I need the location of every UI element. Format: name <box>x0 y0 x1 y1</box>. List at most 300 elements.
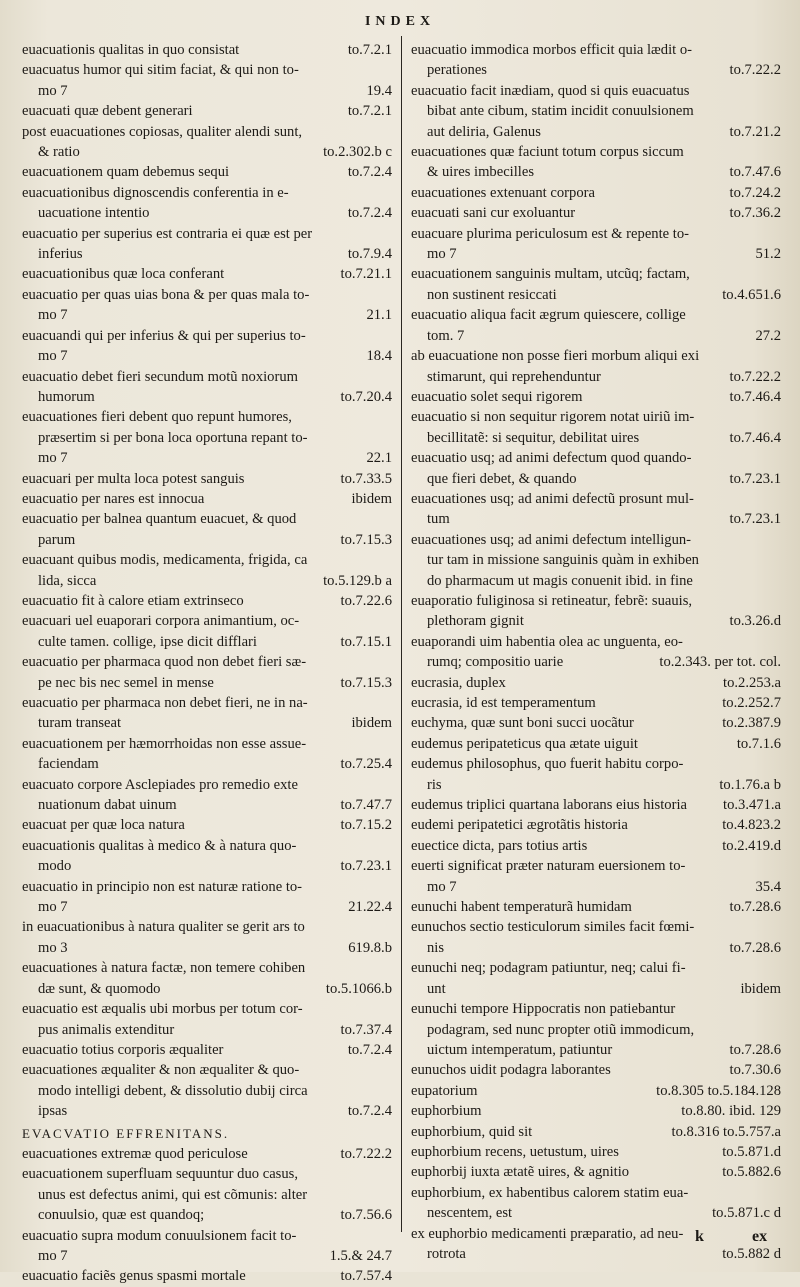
entry-reference: to.2.387.9 <box>722 715 781 732</box>
entry-reference: to.7.24.2 <box>729 184 781 201</box>
entry-reference: to.7.15.1 <box>340 633 392 650</box>
entry-line: euacuatio usq; ad animi defectum quod quando- <box>411 450 692 467</box>
index-entry <box>22 999 392 1040</box>
entry-line <box>22 856 392 876</box>
entry-line: in euacuationibus à natura qualiter se gerit ars to <box>22 919 305 936</box>
entry-line: euacuationem per hæmorrhoidas non esse assue- <box>22 735 307 752</box>
entry-line <box>22 469 392 489</box>
entry-line: eunuchi tempore Hippocratis non patiebantur <box>411 1001 676 1018</box>
index-entry <box>22 469 392 489</box>
entry-line: euacuatio immodica morbos efficit quia lædit o- <box>411 42 692 58</box>
index-entry <box>411 1183 781 1224</box>
entry-reference: to.7.15.2 <box>340 817 392 834</box>
entry-reference: 22.1 <box>366 450 392 467</box>
entry-reference: 21.22.4 <box>348 899 392 916</box>
entry-line <box>411 326 781 346</box>
entry-line <box>411 673 781 693</box>
entry-reference: 619.8.b <box>348 939 392 956</box>
entry-reference: to.7.28.6 <box>729 939 781 956</box>
signature-mark: k <box>695 1228 704 1245</box>
entry-reference: to.7.2.4 <box>347 164 392 181</box>
entry-reference: 27.2 <box>755 327 781 344</box>
entry-line <box>22 244 392 264</box>
entry-reference: to.7.23.1 <box>729 470 781 487</box>
entry-text: euacuatio totius corporis æqualiter <box>22 1041 224 1058</box>
index-entry <box>22 509 392 550</box>
entry-text: mo 7 <box>38 899 68 916</box>
index-entry <box>22 224 392 265</box>
entry-line <box>411 775 781 795</box>
page-footer <box>0 1228 800 1258</box>
entry-line <box>411 693 781 713</box>
entry-text: becillitatẽ: si sequitur, debilitat uires <box>427 429 640 446</box>
index-entry <box>411 224 781 265</box>
entry-line: euerti significat præter naturam euersionem to- <box>411 858 686 875</box>
entry-text: euacuati quæ debent generari <box>22 103 193 120</box>
index-entry <box>411 1081 781 1101</box>
index-entry <box>411 489 781 530</box>
entry-text: non sustinent resiccati <box>427 286 557 303</box>
index-entry <box>22 183 392 224</box>
entry-reference: to.2.419.d <box>722 837 781 854</box>
entry-reference: 18.4 <box>366 348 392 365</box>
index-entry <box>411 81 781 142</box>
entry-line: unus est defectus animi, qui est cõmunis: alter <box>38 1186 308 1203</box>
entry-line: euacuationem superfluam sequuntur duo casus, <box>22 1166 298 1183</box>
entry-line <box>22 1040 392 1060</box>
entry-reference: to.2.253.a <box>723 674 781 691</box>
entry-line: euacuatio debet fieri secundum motũ noxiorum <box>22 368 298 385</box>
index-entry <box>411 1142 781 1162</box>
entry-reference: to.7.2.1 <box>347 103 392 120</box>
entry-line <box>22 713 392 733</box>
index-entry <box>411 40 781 81</box>
entry-reference: to.7.22.2 <box>340 1145 392 1162</box>
entry-reference: to.4.651.6 <box>722 286 781 303</box>
entry-reference: to.7.20.4 <box>340 388 392 405</box>
entry-reference: to.7.30.6 <box>729 1062 781 1079</box>
entry-reference: to.3.26.d <box>729 613 781 630</box>
index-entry <box>22 326 392 367</box>
entry-text: & ratio <box>38 144 80 161</box>
entry-reference: to.7.22.6 <box>340 592 392 609</box>
entry-text: eudemi peripatetici ægrotãtis historia <box>411 817 628 834</box>
entry-line: euphorbium, ex habentibus calorem statim eua- <box>411 1184 689 1201</box>
entry-reference: to.7.33.5 <box>340 470 392 487</box>
entry-line: ab euacuatione non posse fieri morbum aliqui exi <box>411 348 700 365</box>
entry-line <box>22 1205 392 1225</box>
entry-line <box>411 1081 781 1101</box>
index-entry <box>22 877 392 918</box>
entry-line <box>22 979 392 999</box>
index-entry <box>22 591 392 611</box>
entry-reference: to.7.2.4 <box>347 205 392 222</box>
entry-line <box>411 183 781 203</box>
entry-line <box>22 81 392 101</box>
index-entry <box>411 856 781 897</box>
entry-line: euacuandi qui per inferius & qui per superius to- <box>22 327 306 344</box>
entry-text: faciendam <box>38 756 99 773</box>
entry-line <box>22 938 392 958</box>
entry-line <box>411 1060 781 1080</box>
index-entry <box>411 815 781 835</box>
entry-text: rotrota <box>427 1245 466 1262</box>
entry-reference: to.7.47.7 <box>340 797 392 814</box>
index-entry <box>411 407 781 448</box>
entry-line <box>411 1203 781 1223</box>
entry-line: do pharmacum ut magis conuenit ibid. in fine <box>427 572 693 589</box>
entry-line <box>22 795 392 815</box>
entry-text: euacuationes extremæ quod periculose <box>22 1145 248 1162</box>
entry-reference: to.5.129.b a <box>323 572 392 589</box>
entry-text: euacuatio per nares est innocua <box>22 490 205 507</box>
entry-line: euacuare plurima periculosum est & repente to- <box>411 225 689 242</box>
entry-text: euacuatio faciẽs genus spasmi mortale <box>22 1268 246 1285</box>
entry-line <box>22 673 392 693</box>
entry-text: ris <box>427 776 442 793</box>
entry-reference: 1.5.& 24.7 <box>329 1247 392 1264</box>
index-entry <box>411 836 781 856</box>
index-entry <box>411 264 781 305</box>
entry-line <box>411 162 781 182</box>
entry-text: humorum <box>38 388 95 405</box>
entry-line: euacuationis qualitas à medico & à natura quo- <box>22 837 297 854</box>
entry-text: parum <box>38 531 76 548</box>
entry-line <box>22 305 392 325</box>
entry-reference: to.7.23.1 <box>340 858 392 875</box>
entry-line <box>411 897 781 917</box>
entry-line: eunuchi neq; podagram patiuntur, neq; calui fi- <box>411 960 686 977</box>
entry-reference: to.2.252.7 <box>722 695 781 711</box>
entry-line: euacuatio si non sequitur rigorem notat uiriũ im- <box>411 409 695 426</box>
index-entry <box>22 60 392 101</box>
entry-reference: to.7.46.4 <box>729 388 781 405</box>
index-entry <box>22 1060 392 1121</box>
entry-line <box>22 489 392 509</box>
entry-line: euacuatio per pharmaca quod non debet fieri sæ- <box>22 654 307 671</box>
entry-text: dæ sunt, & quomodo <box>38 980 161 997</box>
entry-text: uacuatione intentio <box>38 205 150 222</box>
entry-line <box>411 877 781 897</box>
index-entry <box>411 1060 781 1080</box>
entry-text: rumq; compositio uarie <box>427 654 564 671</box>
index-entry <box>411 734 781 754</box>
entry-text: ipsas <box>38 1103 68 1120</box>
index-entry <box>411 632 781 673</box>
entry-line <box>22 632 392 652</box>
entry-reference: to.7.2.1 <box>347 42 392 58</box>
entry-line: podagram, sed nunc propter otiũ immodicum, <box>427 1021 695 1038</box>
entry-text: mo 7 <box>38 307 68 324</box>
entry-line <box>411 734 781 754</box>
index-entry <box>411 917 781 958</box>
entry-text: euectice dicta, pars totius artis <box>411 837 588 854</box>
entry-line: euacuationes usq; ad animi defectum intelligun- <box>411 531 692 548</box>
entry-text: eucrasia, duplex <box>411 674 506 691</box>
entry-line <box>411 815 781 835</box>
entry-text: euphorbium recens, uetustum, uires <box>411 1143 619 1160</box>
entry-line <box>22 203 392 223</box>
entry-line <box>411 713 781 733</box>
index-entry <box>22 1144 392 1164</box>
entry-text: euacuat per quæ loca natura <box>22 817 185 834</box>
entry-reference: to.5.882.6 <box>722 1164 781 1181</box>
entry-text: euacuatio fit à calore etiam extrinseco <box>22 592 244 609</box>
index-entry <box>22 1164 392 1225</box>
entry-text: euacuationis qualitas in quo consistat <box>22 42 240 58</box>
index-entry <box>411 754 781 795</box>
entry-text: nescentem, est <box>427 1205 513 1222</box>
entry-reference: to.7.47.6 <box>729 164 781 181</box>
entry-line: euacuationes usq; ad animi defectũ prosunt mul- <box>411 490 694 507</box>
index-entry <box>411 1101 781 1121</box>
entry-line <box>22 387 392 407</box>
entry-reference: to.7.56.6 <box>340 1207 392 1224</box>
index-entry <box>22 489 392 509</box>
entry-reference: 21.1 <box>366 307 392 324</box>
entry-text: mo 7 <box>38 450 68 467</box>
entry-reference: to.7.21.2 <box>729 123 781 140</box>
index-entry <box>411 346 781 387</box>
entry-reference: to.5.882 d <box>722 1245 781 1262</box>
entry-reference: to.7.22.2 <box>729 62 781 79</box>
entry-line: euacuatio supra modum conuulsionem facit to- <box>22 1227 297 1244</box>
index-entry <box>22 162 392 182</box>
entry-text: eunuchos uidit podagra laborantes <box>411 1062 611 1079</box>
entry-line <box>411 122 781 142</box>
entry-line <box>411 509 781 529</box>
entry-text: lida, sicca <box>38 572 97 589</box>
entry-line: præsertim si per bona loca oportuna repant to- <box>38 429 308 446</box>
entry-line <box>22 101 392 121</box>
entry-text: aut deliria, Galenus <box>427 123 541 140</box>
entry-line <box>411 1040 781 1060</box>
entry-line: euacuationes à natura factæ, non temere cohiben <box>22 960 306 977</box>
index-entry <box>22 958 392 999</box>
entry-reference: ibidem <box>351 715 392 732</box>
entry-line: eudemus philosophus, quo fuerit habitu corpo- <box>411 756 684 773</box>
entry-reference: 35.4 <box>755 878 781 895</box>
index-entry <box>22 693 392 734</box>
index-entry <box>22 122 392 163</box>
entry-line <box>22 571 392 591</box>
entry-line: euacuatio aliqua facit ægrum quiescere, collige <box>411 307 686 324</box>
entry-text: que fieri debet, & quando <box>427 470 577 487</box>
entry-line: euacuationes fieri debent quo repunt humores, <box>22 409 292 426</box>
entry-line: euacuato corpore Asclepiades pro remedio exte <box>22 776 298 793</box>
entry-reference: to.3.471.a <box>723 797 781 814</box>
index-entry <box>22 1266 392 1286</box>
entry-line <box>411 428 781 448</box>
entry-line <box>22 754 392 774</box>
entry-reference: to.7.22.2 <box>729 368 781 385</box>
entry-text: tom. 7 <box>427 327 465 344</box>
entry-line <box>411 652 781 672</box>
column-divider <box>401 36 402 1232</box>
entry-line <box>411 1162 781 1182</box>
index-column-left <box>22 40 392 1287</box>
entry-line: euacuatio per superius est contraria ei quæ est per <box>22 225 313 242</box>
entry-line: euacuant quibus modis, medicamenta, frigida, ca <box>22 552 308 569</box>
entry-text: & uires imbecilles <box>427 164 534 181</box>
entry-text: euacuatio solet sequi rigorem <box>411 388 583 405</box>
index-entry <box>22 285 392 326</box>
entry-text: nuationum dabat uinum <box>38 797 177 814</box>
entry-line <box>22 40 392 60</box>
index-entry <box>411 897 781 917</box>
index-entry <box>22 611 392 652</box>
entry-text: eudemus triplici quartana laborans eius historia <box>411 797 687 814</box>
entry-text: modo <box>38 858 72 875</box>
entry-line: post euacuationes copiosas, qualiter alendi sunt, <box>22 123 303 140</box>
index-entry <box>22 101 392 121</box>
entry-line: tur tam in missione sanguinis quàm in exhiben <box>427 552 699 569</box>
index-entry <box>411 203 781 223</box>
entry-line: euaporandi uim habentia olea ac unguenta, eo- <box>411 633 683 650</box>
entry-text: euphorbium <box>411 1103 482 1120</box>
entry-text: culte tamen. collige, ipse dicit difflari <box>38 633 257 650</box>
entry-text: mo 7 <box>38 1247 68 1264</box>
entry-reference: to.7.2.4 <box>347 1041 392 1058</box>
entry-text: turam transeat <box>38 715 122 732</box>
entry-line: euacuatus humor qui sitim faciat, & qui non to- <box>22 62 299 79</box>
entry-reference: 19.4 <box>366 82 392 99</box>
entry-line <box>411 60 781 80</box>
entry-line: modo intelligi debent, & dissolutio dubij circa <box>38 1082 308 1099</box>
index-entry <box>22 40 392 60</box>
entry-line <box>22 1144 392 1164</box>
entry-text: euacuationibus quæ loca conferant <box>22 266 225 283</box>
entry-line: eunuchos sectio testiculorum similes facit fœmi- <box>411 919 695 936</box>
entry-line <box>411 836 781 856</box>
entry-text: inferius <box>38 246 83 263</box>
entry-line <box>411 1142 781 1162</box>
entry-line <box>22 897 392 917</box>
index-entry <box>411 387 781 407</box>
index-entry <box>22 367 392 408</box>
entry-text: euphorbij iuxta ætatẽ uires, & agnitio <box>411 1164 630 1181</box>
entry-text: plethoram gignit <box>427 613 524 630</box>
entry-line <box>411 387 781 407</box>
entry-text: pus animalis extenditur <box>38 1021 175 1038</box>
entry-line: euacuari uel euaporari corpora animantium, oc- <box>22 613 300 630</box>
index-entry <box>22 1124 392 1144</box>
index-entry <box>22 1040 392 1060</box>
entry-text: eunuchi habent temperaturã humidam <box>411 899 632 916</box>
entry-text: mo 3 <box>38 939 68 956</box>
entry-text: euacuati sani cur exoluantur <box>411 205 576 222</box>
entry-line: euacuationem sanguinis multam, utcũq; factam, <box>411 266 690 283</box>
entry-reference: to.5.871.d <box>722 1143 781 1160</box>
entry-text: tum <box>427 511 450 528</box>
entry-line <box>411 795 781 815</box>
entry-line <box>411 979 781 999</box>
entry-line: euacuatio est æqualis ubi morbus per totum cor- <box>22 1001 303 1018</box>
entry-text: euacuationem quam debemus sequi <box>22 164 230 181</box>
entry-reference: to.7.28.6 <box>729 1041 781 1058</box>
entry-text: euacuari per multa loca potest sanguis <box>22 470 245 487</box>
entry-text: euchyma, quæ sunt boni succi uocãtur <box>411 715 634 732</box>
entry-reference: to.7.2.4 <box>347 1103 392 1120</box>
entry-line: ex euphorbio medicamenti præparatio, ad neu- <box>411 1225 684 1242</box>
index-entry <box>411 305 781 346</box>
index-entry <box>22 775 392 816</box>
index-entry <box>411 999 781 1060</box>
entry-reference: 51.2 <box>755 246 781 263</box>
entry-reference: to.7.15.3 <box>340 674 392 691</box>
entry-text: nis <box>427 939 445 956</box>
entry-reference: to.7.57.4 <box>340 1268 392 1285</box>
entry-line <box>22 142 392 162</box>
entry-text: euacuationes extenuant corpora <box>411 184 595 201</box>
index-entry <box>411 1162 781 1182</box>
entry-reference: to.7.1.6 <box>736 735 781 752</box>
entry-line <box>411 1122 781 1142</box>
entry-reference: ibidem <box>740 980 781 997</box>
index-entry <box>411 693 781 713</box>
entry-text: unt <box>427 980 446 997</box>
entry-line: bibat ante cibum, statim incidit conuulsionem <box>427 103 694 120</box>
entry-text: eucrasia, id est temperamentum <box>411 695 596 711</box>
index-entry <box>22 917 392 958</box>
index-entry <box>22 815 392 835</box>
index-entry <box>22 836 392 877</box>
entry-line <box>22 346 392 366</box>
index-entry <box>411 448 781 489</box>
entry-text: mo 7 <box>38 82 68 99</box>
entry-line: euacuatio per balnea quantum euacuet, & quod <box>22 511 297 528</box>
entry-text: uictum intemperatum, patiuntur <box>427 1041 613 1058</box>
entry-reference: to.7.21.1 <box>340 266 392 283</box>
entry-reference: to.4.823.2 <box>722 817 781 834</box>
entry-line <box>22 162 392 182</box>
index-entry <box>22 734 392 775</box>
entry-line <box>411 469 781 489</box>
entry-reference: to.7.23.1 <box>729 511 781 528</box>
entry-reference: to.7.9.4 <box>347 246 392 263</box>
entry-line <box>22 815 392 835</box>
entry-text: pe nec bis nec semel in mense <box>38 674 214 691</box>
index-entry <box>411 1122 781 1142</box>
entry-text: mo 7 <box>427 878 457 895</box>
entry-line <box>22 448 392 468</box>
entry-line: euacuatio per pharmaca non debet fieri, ne in na- <box>22 695 308 711</box>
index-entry <box>411 795 781 815</box>
entry-reference: to.7.36.2 <box>729 205 781 222</box>
entry-line <box>22 1020 392 1040</box>
entry-reference: ibidem <box>351 490 392 507</box>
entry-text: euphorbium, quid sit <box>411 1123 533 1140</box>
entry-reference: to.7.15.3 <box>340 531 392 548</box>
entry-reference: to.8.305 to.5.184.128 <box>656 1082 781 1099</box>
section-heading: EVACVATIO EFFRENITANS. <box>22 1125 230 1141</box>
entry-text: eupatorium <box>411 1082 478 1099</box>
entry-line <box>22 1266 392 1286</box>
entry-line: euacuationes quæ faciunt totum corpus siccum <box>411 144 684 161</box>
entry-reference: to.7.37.4 <box>340 1021 392 1038</box>
entry-text: perationes <box>427 62 487 79</box>
entry-line <box>22 264 392 284</box>
entry-line: euacuationes æqualiter & non æqualiter & quo- <box>22 1062 300 1079</box>
index-entry <box>411 530 781 591</box>
entry-line <box>22 1101 392 1121</box>
entry-text: mo 7 <box>427 246 457 263</box>
index-entry <box>22 550 392 591</box>
entry-line <box>411 244 781 264</box>
entry-text: stimarunt, qui reprehenduntur <box>427 368 601 385</box>
index-entry <box>22 407 392 468</box>
entry-reference: to.5.1066.b <box>325 980 392 997</box>
